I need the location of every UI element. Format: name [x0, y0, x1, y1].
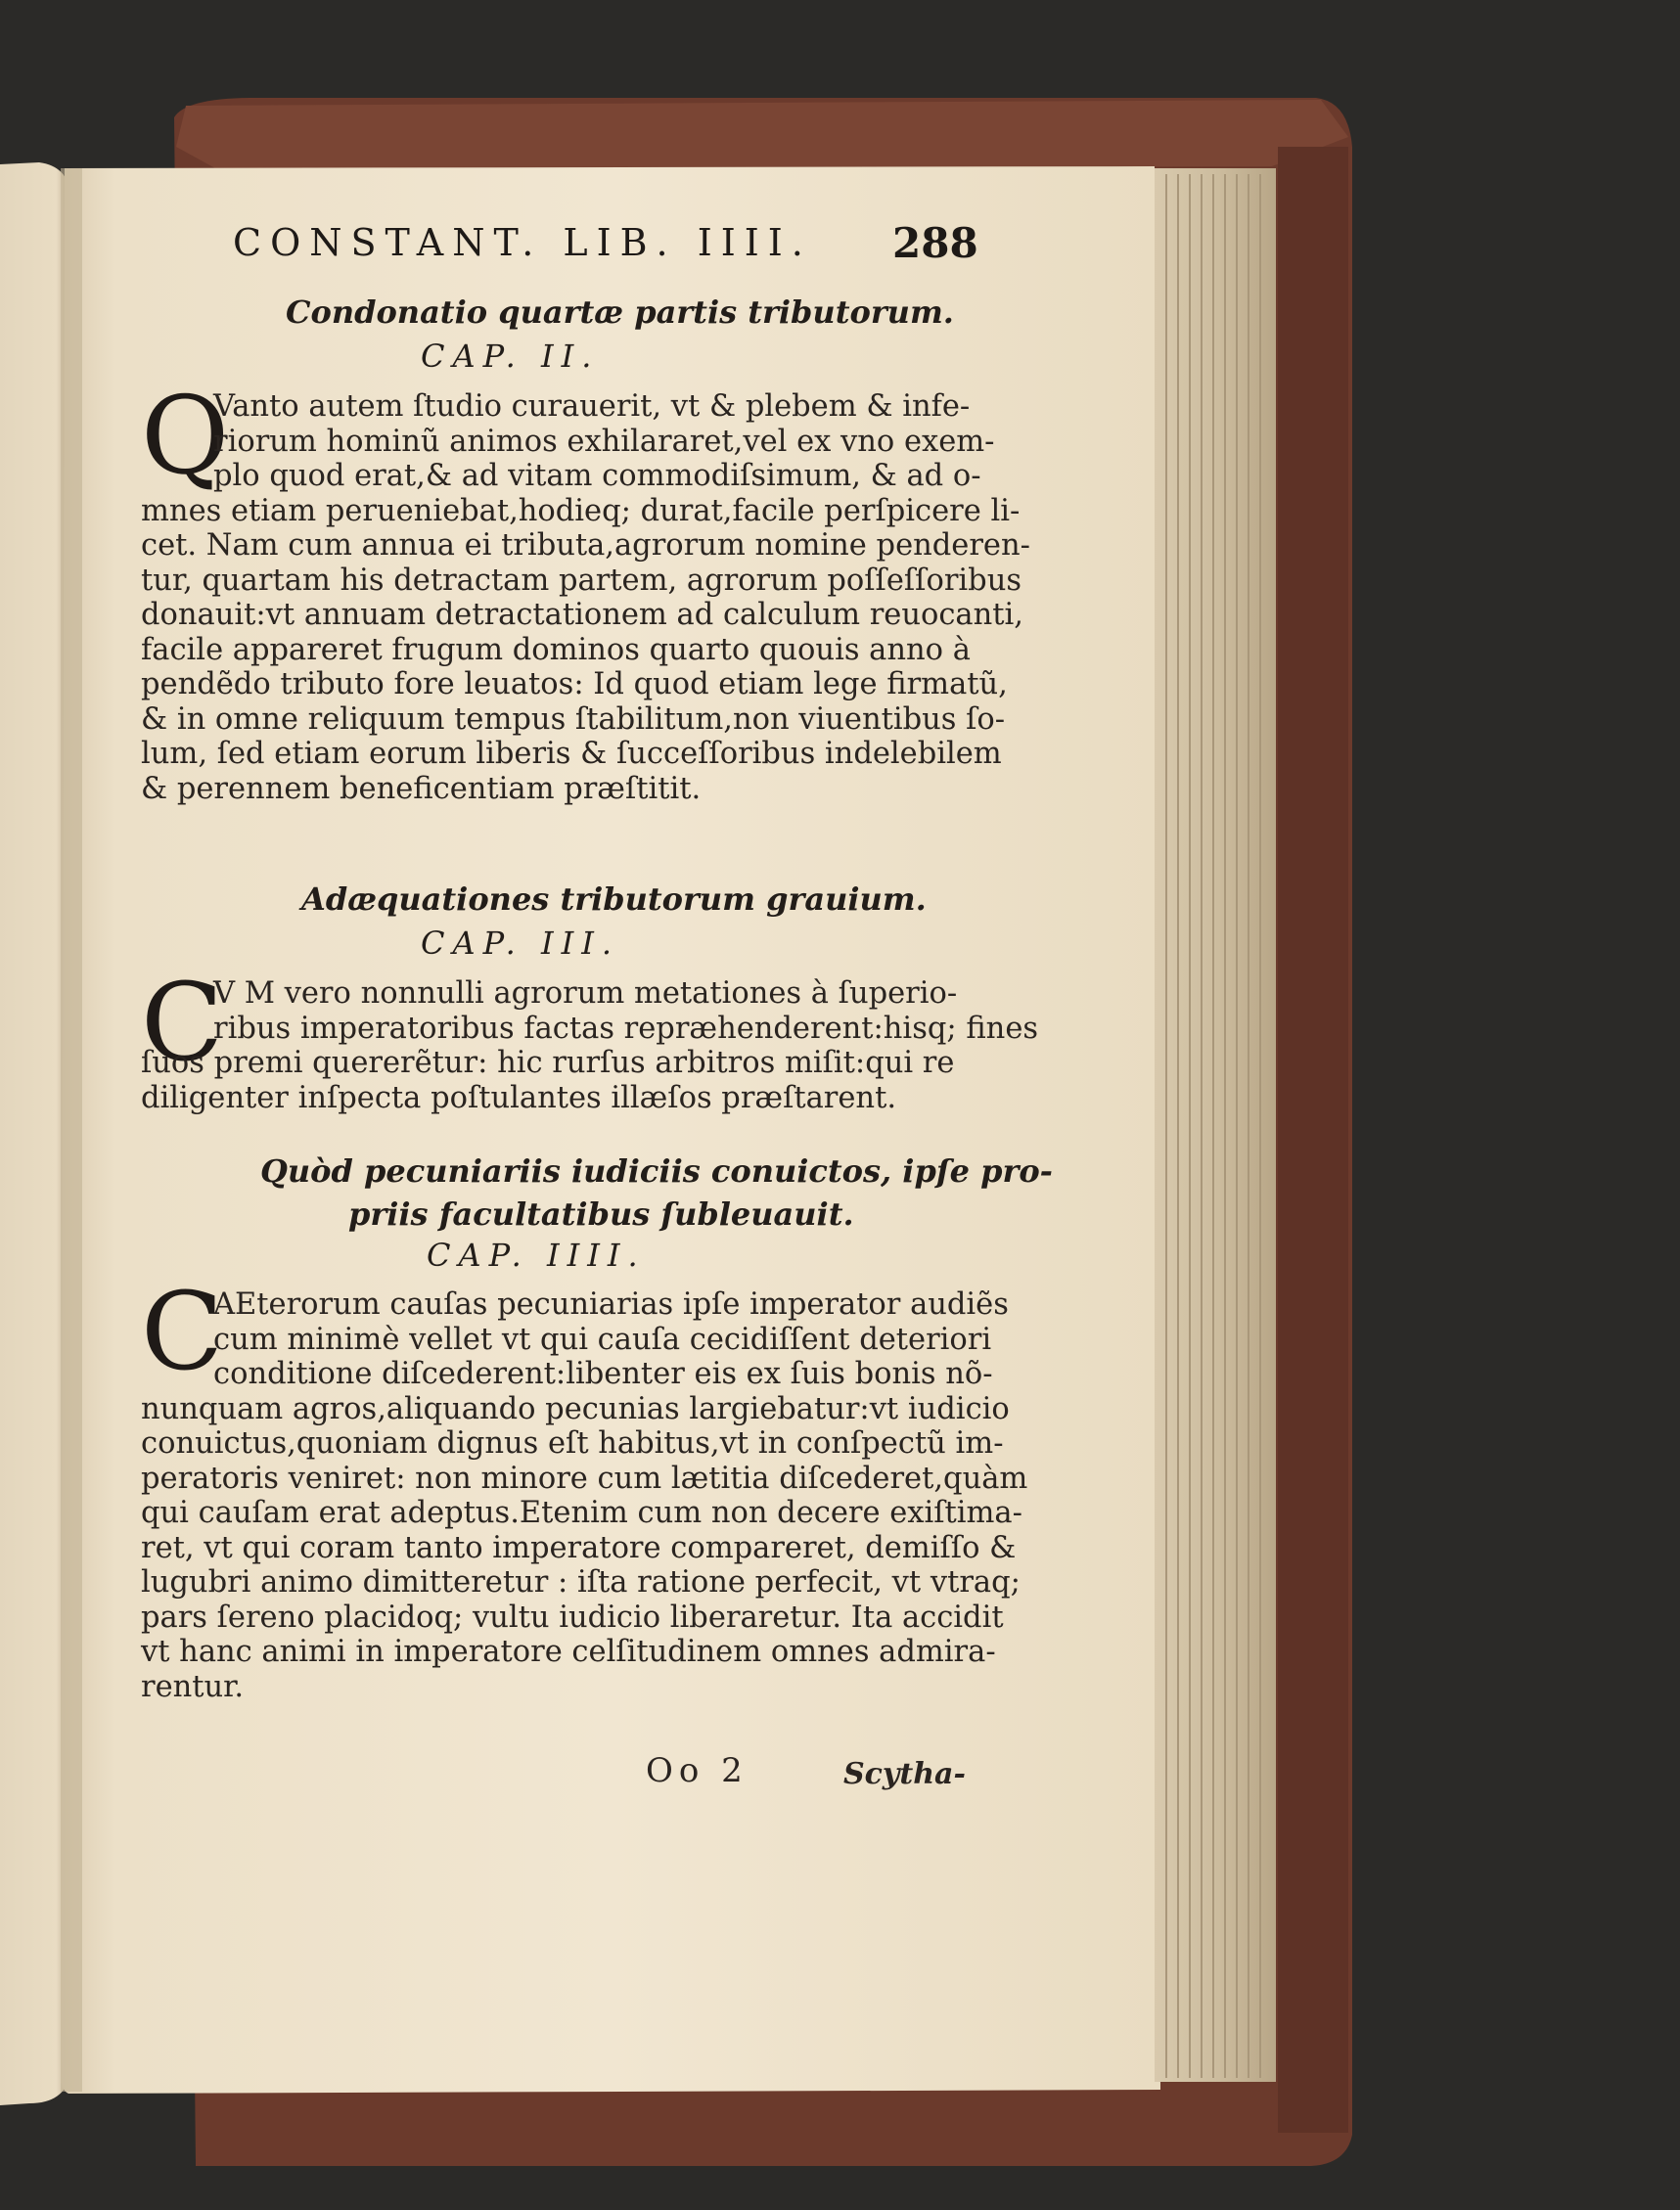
text-line: donauit:vt annuam detractationem ad calculum reuocanti, — [141, 598, 1023, 632]
text-line: pars ſereno placidoq; vultu iudicio liberaretur. Ita accidit — [141, 1600, 1004, 1635]
chapter-text — [141, 1287, 1028, 1704]
text-line: conuictus,quoniam dignus eſt habitus,vt in conſpectũ im- — [141, 1426, 1004, 1461]
text-line: lugubri animo dimitteretur : iſta ratione perfecit, vt vtraq; — [141, 1565, 1021, 1600]
drop-cap: C — [141, 1269, 224, 1394]
text-line: diligenter inſpecta poſtulantes illæſos præſtarent. — [141, 1080, 897, 1115]
gutter-shadow — [61, 168, 82, 2092]
chapter-text — [141, 389, 1030, 806]
text-line: V M vero nonnulli agrorum metationes à ſuperio- — [213, 976, 958, 1011]
text-line: qui cauſam erat adeptus.Etenim cum non decere exiſtima- — [141, 1496, 1022, 1530]
chapter-text — [141, 976, 1039, 1115]
binding-spine-edge — [1278, 147, 1348, 2133]
text-line: ribus imperatoribus factas repræhenderent:hisq; fines — [213, 1011, 1039, 1046]
text-line: tur, quartam his detractam partem, agrorum poſſeſſoribus — [141, 563, 1022, 598]
text-line: lum, ſed etiam eorum liberis & ſucceſſoribus indelebilem — [141, 737, 1002, 771]
chapter-number: CAP. IIII. — [427, 1237, 646, 1274]
text-line: pendẽdo tributo fore leuatos: Id quod etiam lege firmatũ, — [141, 667, 1008, 701]
chapter-title: Quòd pecuniariis iudiciis conuictos, ipſe pro- — [260, 1152, 1053, 1190]
text-line: vt hanc animi in imperatore celſitudinem omnes admira- — [141, 1635, 996, 1669]
drop-cap: Q — [141, 373, 230, 498]
text-line: riorum hominũ animos exhilararet,vel ex vno exem- — [213, 424, 995, 459]
drop-cap: C — [141, 960, 224, 1085]
text-line: facile appareret frugum dominos quarto quouis anno à — [141, 632, 971, 667]
text-line: AEterorum cauſas pecuniarias ipſe imperator audiẽs — [213, 1287, 1009, 1322]
chapter-title: Condonatio quartæ partis tributorum. — [286, 293, 954, 331]
signature-mark: Oo 2 — [646, 1751, 749, 1790]
chapter-number: CAP. II. — [421, 338, 600, 375]
text-line: nunquam agros,aliquando pecunias largiebatur:vt iudicio — [141, 1391, 1010, 1426]
text-line: peratoris veniret: non minore cum lætitia diſcederet,quàm — [141, 1461, 1028, 1496]
page-number: 288 — [892, 219, 978, 267]
text-line: & in omne reliquum tempus ſtabilitum,non viuentibus ſo- — [141, 701, 1006, 737]
text-line: ret, vt qui coram tanto imperatore compareret, demiſſo & — [141, 1530, 1017, 1565]
page-edges — [1155, 168, 1276, 2082]
text-line: rentur. — [141, 1669, 245, 1704]
text-line: conditione diſcederent:libenter eis ex ſuis bonis nõ- — [213, 1357, 993, 1391]
chapter-title: Adæquationes tributorum grauium. — [301, 880, 927, 918]
text-line: cum minimè vellet vt qui cauſa cecidiſſent deteriori — [213, 1322, 992, 1357]
text-line: plo quod erat,& ad vitam commodiſsimum, & ad o- — [213, 459, 981, 493]
text-line: Vanto autem ſtudio curauerit, vt & plebem & infe- — [213, 389, 971, 424]
text-line: & perennem beneficentiam præſtitit. — [141, 771, 702, 806]
chapter-title: priis facultatibus ſubleuauit. — [348, 1195, 854, 1233]
running-head: CONSTANT. LIB. IIII. — [233, 221, 812, 264]
text-line: ſuos premi quererẽtur: hic rurſus arbitros miſit:qui re — [141, 1046, 955, 1080]
binding-top-edge — [176, 100, 1348, 168]
catchword: Scytha- — [843, 1757, 966, 1791]
text-line: cet. Nam cum annua ei tributa,agrorum nomine penderen- — [141, 528, 1030, 563]
chapter-number: CAP. III. — [421, 925, 620, 962]
left-page — [0, 162, 70, 2105]
text-line: mnes etiam perueniebat,hodieq; durat,facile perſpicere li- — [141, 493, 1021, 528]
